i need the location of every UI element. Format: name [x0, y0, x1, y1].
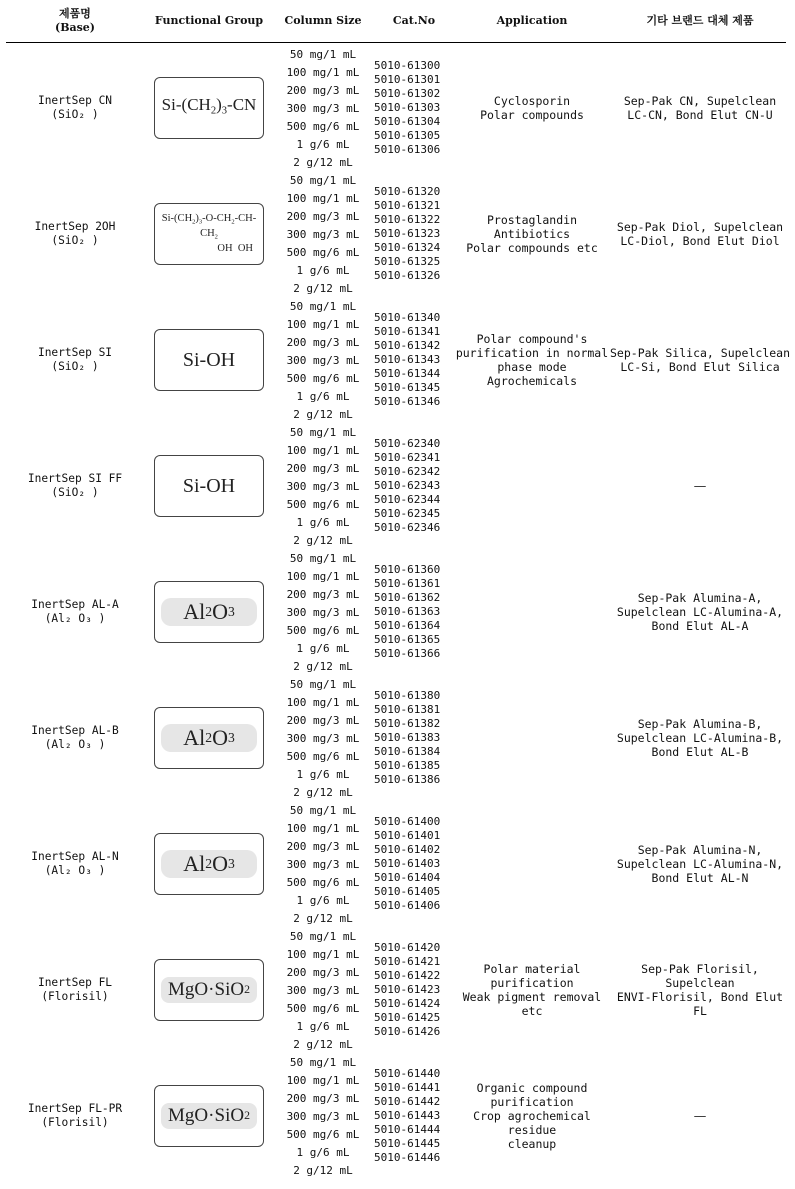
cat-no: 5010-61321: [374, 199, 441, 212]
cat-no: 5010-61301: [374, 73, 441, 86]
cat-no: 5010-61441: [374, 1081, 441, 1094]
product-name-cell: [0, 45, 150, 171]
functional-group-cell: [150, 297, 268, 423]
header-name: [0, 0, 150, 42]
column-size: 1 g/6 mL: [296, 768, 350, 781]
cat-no: 5010-61305: [374, 129, 441, 142]
cat-no: 5010-61326: [374, 269, 441, 282]
functional-group-cell: [150, 927, 268, 1053]
cat-no: 5010-61300: [374, 59, 441, 72]
product-name: InertSep 2OH: [34, 220, 116, 233]
functional-group-box: [154, 833, 264, 895]
header-alternative-brands: 기타 브랜드 대체 제품: [646, 14, 754, 27]
cat-no: 5010-61340: [374, 311, 441, 324]
cat-no-cell: [374, 297, 454, 423]
cat-no: 5010-61403: [374, 857, 441, 870]
table-row: [0, 423, 795, 549]
application-cell: [454, 423, 610, 549]
cat-no: 5010-61342: [374, 339, 441, 352]
column-size: 2 g/12 mL: [293, 1164, 353, 1177]
column-size: 300 mg/3 mL: [286, 354, 360, 367]
functional-group-formula: Al 2 O 3: [161, 724, 257, 752]
alternative-brand-line: Supelclean LC-Alumina-N,: [616, 857, 784, 871]
column-size: 50 mg/1 mL: [289, 300, 357, 313]
alternative-brands-cell: [610, 801, 790, 927]
cat-no-cell: [374, 171, 454, 297]
cat-no: 5010-61440: [374, 1067, 441, 1080]
column-size: 2 g/12 mL: [293, 912, 353, 925]
alternative-brands-cell: [610, 297, 790, 423]
application-line: purification in normal: [455, 346, 609, 360]
cat-no: 5010-61325: [374, 255, 441, 268]
product-name: InertSep FL: [37, 976, 113, 989]
cat-no-cell: [374, 45, 454, 171]
cat-no: 5010-61303: [374, 101, 441, 114]
product-name: InertSep AL-B: [31, 724, 119, 737]
column-size: 100 mg/1 mL: [286, 570, 360, 583]
alternative-brand-line: LC-Si, Bond Elut Silica: [620, 360, 780, 374]
functional-group-formula: MgO·SiO 2: [161, 1103, 257, 1129]
column-size: 100 mg/1 mL: [286, 444, 360, 457]
column-size: 2 g/12 mL: [293, 786, 353, 799]
product-name-cell: [0, 675, 150, 801]
column-size: 300 mg/3 mL: [286, 480, 360, 493]
cat-no: 5010-61323: [374, 227, 441, 240]
alternative-brand-line: Sep-Pak Florisil, Supelclean: [641, 962, 759, 990]
column-size: 2 g/12 mL: [293, 1038, 353, 1051]
column-size: 500 mg/6 mL: [286, 498, 360, 511]
column-size: 2 g/12 mL: [293, 660, 353, 673]
cat-no: 5010-62340: [374, 437, 441, 450]
application-cell: [454, 549, 610, 675]
cat-no: 5010-61385: [374, 759, 441, 772]
alternative-brand-line: ―: [694, 479, 706, 493]
product-name: InertSep AL-N: [31, 850, 119, 863]
cat-no: 5010-61343: [374, 353, 441, 366]
alternative-brand-line: Sep-Pak Alumina-N,: [637, 843, 763, 857]
column-size: 1 g/6 mL: [296, 138, 350, 151]
alternative-brands-cell: [610, 171, 790, 297]
cat-no: 5010-62343: [374, 479, 441, 492]
functional-group-cell: [150, 675, 268, 801]
cat-no: 5010-61365: [374, 633, 441, 646]
column-size: 100 mg/1 mL: [286, 822, 360, 835]
header-column-size: Column Size: [284, 14, 362, 27]
header-name-line1: 제품명: [59, 7, 91, 20]
product-name-cell: [0, 549, 150, 675]
functional-group-box: [154, 707, 264, 769]
product-base: (Al₂ O₃ ): [44, 612, 106, 625]
cat-no: 5010-61420: [374, 941, 441, 954]
table-row: [0, 171, 795, 297]
product-base: (SiO₂ ): [51, 360, 99, 373]
column-size: 200 mg/3 mL: [286, 336, 360, 349]
column-size: 1 g/6 mL: [296, 516, 350, 529]
product-name: InertSep SI: [37, 346, 113, 359]
header-application: Application: [496, 14, 568, 27]
product-name: InertSep SI FF: [27, 472, 123, 485]
column-size: 100 mg/1 mL: [286, 696, 360, 709]
column-size-cell: [268, 801, 378, 928]
cat-no: 5010-61406: [374, 899, 441, 912]
product-name: InertSep AL-A: [31, 598, 119, 611]
column-size: 50 mg/1 mL: [289, 48, 357, 61]
functional-group-cell: [150, 801, 268, 927]
cat-no: 5010-62342: [374, 465, 441, 478]
application-line: Polar compound's: [476, 332, 588, 346]
functional-group-box: [154, 959, 264, 1021]
cat-no: 5010-61381: [374, 703, 441, 716]
alternative-brand-line: Sep-Pak Diol, Supelclean: [616, 220, 784, 234]
column-size: 200 mg/3 mL: [286, 84, 360, 97]
application-line: Organic compound: [476, 1081, 588, 1095]
column-size: 100 mg/1 mL: [286, 66, 360, 79]
cat-no: 5010-61346: [374, 395, 441, 408]
application-line: Polar compounds: [480, 108, 584, 122]
cat-no: 5010-61366: [374, 647, 441, 660]
product-base: (SiO₂ ): [51, 108, 99, 121]
column-size: 50 mg/1 mL: [289, 930, 357, 943]
cat-no: 5010-61363: [374, 605, 441, 618]
header-divider: [6, 42, 786, 43]
product-base: (Florisil): [41, 1116, 109, 1129]
alternative-brand-line: LC-Diol, Bond Elut Diol: [620, 234, 780, 248]
functional-group-box: [154, 203, 264, 265]
table-row: [0, 1053, 795, 1179]
header-name-line2: (Base): [54, 21, 96, 34]
column-size: 200 mg/3 mL: [286, 462, 360, 475]
functional-group-formula: Si-OH: [182, 349, 236, 371]
application-line: Antibiotics: [493, 227, 571, 241]
cat-no: 5010-61405: [374, 885, 441, 898]
column-size: 1 g/6 mL: [296, 1146, 350, 1159]
cat-no: 5010-61345: [374, 381, 441, 394]
application-cell: [454, 675, 610, 801]
alternative-brands-cell: [610, 423, 790, 549]
application-line: Crop agrochemical residue: [473, 1109, 591, 1137]
functional-group-box: [154, 329, 264, 391]
column-size: 1 g/6 mL: [296, 264, 350, 277]
alternative-brands-cell: [610, 675, 790, 801]
product-base: (SiO₂ ): [51, 486, 99, 499]
functional-group-formula: Al 2 O 3: [161, 850, 257, 878]
header-functional-group: Functional Group: [154, 14, 264, 27]
alternative-brand-line: Sep-Pak CN, Supelclean: [623, 94, 777, 108]
alternative-brand-line: Bond Elut AL-N: [651, 871, 749, 885]
cat-no: 5010-61382: [374, 717, 441, 730]
cat-no: 5010-61404: [374, 871, 441, 884]
cat-no: 5010-62345: [374, 507, 441, 520]
cat-no-cell: [374, 1053, 454, 1179]
cat-no: 5010-61443: [374, 1109, 441, 1122]
product-base: (SiO₂ ): [51, 234, 99, 247]
functional-group-box: [154, 77, 264, 139]
cat-no: 5010-62344: [374, 493, 441, 506]
application-cell: [454, 801, 610, 927]
alternative-brand-line: LC-CN, Bond Elut CN-U: [627, 108, 773, 122]
column-size: 300 mg/3 mL: [286, 984, 360, 997]
column-size-cell: [268, 549, 378, 676]
column-size: 300 mg/3 mL: [286, 858, 360, 871]
cat-no: 5010-61383: [374, 731, 441, 744]
cat-no: 5010-61341: [374, 325, 441, 338]
cat-no: 5010-62341: [374, 451, 441, 464]
application-cell: [454, 45, 610, 171]
column-size-cell: [268, 675, 378, 802]
cat-no: 5010-61445: [374, 1137, 441, 1150]
column-size: 1 g/6 mL: [296, 642, 350, 655]
column-size: 500 mg/6 mL: [286, 624, 360, 637]
application-line: Polar material purification: [483, 962, 581, 990]
alternative-brands-cell: [610, 1053, 790, 1179]
cat-no: 5010-61384: [374, 745, 441, 758]
product-name-cell: [0, 423, 150, 549]
cat-no: 5010-61306: [374, 143, 441, 156]
application-cell: [454, 1053, 610, 1179]
column-size: 300 mg/3 mL: [286, 1110, 360, 1123]
table-row: [0, 801, 795, 927]
column-size: 50 mg/1 mL: [289, 174, 357, 187]
cat-no-cell: [374, 927, 454, 1053]
functional-group-cell: [150, 1053, 268, 1179]
cat-no: 5010-62346: [374, 521, 441, 534]
product-name: InertSep FL-PR: [27, 1102, 123, 1115]
functional-group-box: [154, 455, 264, 517]
functional-group-formula: MgO·SiO 2: [161, 977, 257, 1003]
application-cell: [454, 927, 610, 1053]
cat-no: 5010-61422: [374, 969, 441, 982]
alternative-brand-line: Sep-Pak Alumina-B,: [637, 717, 763, 731]
column-size: 200 mg/3 mL: [286, 840, 360, 853]
column-size: 500 mg/6 mL: [286, 750, 360, 763]
column-size: 100 mg/1 mL: [286, 1074, 360, 1087]
product-name-cell: [0, 801, 150, 927]
column-size: 200 mg/3 mL: [286, 588, 360, 601]
column-size: 50 mg/1 mL: [289, 804, 357, 817]
alternative-brands-cell: [610, 45, 790, 171]
cat-no-cell: [374, 423, 454, 549]
column-size: 300 mg/3 mL: [286, 606, 360, 619]
column-size: 50 mg/1 mL: [289, 552, 357, 565]
column-size: 300 mg/3 mL: [286, 228, 360, 241]
column-size: 50 mg/1 mL: [289, 1056, 357, 1069]
cat-no: 5010-61386: [374, 773, 441, 786]
column-size: 500 mg/6 mL: [286, 1128, 360, 1141]
alternative-brand-line: Bond Elut AL-B: [651, 745, 749, 759]
cat-no: 5010-61400: [374, 815, 441, 828]
column-size: 2 g/12 mL: [293, 408, 353, 421]
alternative-brand-line: Bond Elut AL-A: [651, 619, 749, 633]
functional-group-formula: $Si-(CH_2)_3-CN$: [161, 94, 257, 117]
alternative-brand-line: ―: [694, 1109, 706, 1123]
application-line: Polar compounds etc: [466, 241, 598, 255]
cat-no-cell: [374, 549, 454, 675]
cat-no: 5010-61442: [374, 1095, 441, 1108]
application-line: Prostaglandin: [486, 213, 577, 227]
column-size: 500 mg/6 mL: [286, 1002, 360, 1015]
cat-no: 5010-61362: [374, 591, 441, 604]
column-size: 100 mg/1 mL: [286, 318, 360, 331]
column-size-cell: [268, 927, 378, 1054]
cat-no: 5010-61444: [374, 1123, 441, 1136]
table-row: [0, 45, 795, 171]
column-size-cell: [268, 297, 378, 424]
column-size: 50 mg/1 mL: [289, 426, 357, 439]
column-size: 500 mg/6 mL: [286, 372, 360, 385]
column-size: 50 mg/1 mL: [289, 678, 357, 691]
functional-group-box: [154, 1085, 264, 1147]
column-size-cell: [268, 1053, 378, 1180]
functional-group-cell: [150, 549, 268, 675]
cat-no: 5010-61364: [374, 619, 441, 632]
cat-no: 5010-61322: [374, 213, 441, 226]
cat-no-cell: [374, 801, 454, 927]
column-size: 200 mg/3 mL: [286, 1092, 360, 1105]
column-size-cell: [268, 45, 378, 172]
cat-no: 5010-61425: [374, 1011, 441, 1024]
cat-no: 5010-61402: [374, 843, 441, 856]
cat-no: 5010-61401: [374, 829, 441, 842]
functional-group-formula: $Si-(CH_2)_3-O-CH_2-CH-CH_2$: [161, 212, 257, 241]
table-row: [0, 675, 795, 801]
functional-group-cell: [150, 45, 268, 171]
column-size: 500 mg/6 mL: [286, 120, 360, 133]
alternative-brand-line: Sep-Pak Silica, Supelclean: [610, 346, 791, 360]
table-row: [0, 297, 795, 423]
column-size: 100 mg/1 mL: [286, 192, 360, 205]
table-row: [0, 549, 795, 675]
application-line: phase mode: [497, 360, 567, 374]
cat-no-cell: [374, 675, 454, 801]
cat-no: 5010-61446: [374, 1151, 441, 1164]
column-size: 500 mg/6 mL: [286, 876, 360, 889]
application-cell: [454, 171, 610, 297]
application-line: Weak pigment removal etc: [462, 990, 602, 1018]
functional-group-formula: Si-OH: [182, 475, 236, 497]
cat-no: 5010-61421: [374, 955, 441, 968]
alternative-brand-line: Supelclean LC-Alumina-A,: [616, 605, 784, 619]
functional-group-formula-line2: OH OH: [217, 243, 253, 255]
application-line: purification: [490, 1095, 574, 1109]
alternative-brands-cell: [610, 927, 790, 1053]
column-size-cell: [268, 171, 378, 298]
product-base: (Al₂ O₃ ): [44, 864, 106, 877]
column-size: 200 mg/3 mL: [286, 966, 360, 979]
column-size: 1 g/6 mL: [296, 894, 350, 907]
cat-no: 5010-61304: [374, 115, 441, 128]
application-line: Agrochemicals: [486, 374, 577, 388]
application-line: cleanup: [507, 1137, 557, 1151]
alternative-brand-line: ENVI-Florisil, Bond Elut FL: [616, 990, 784, 1018]
column-size: 200 mg/3 mL: [286, 714, 360, 727]
column-size: 1 g/6 mL: [296, 1020, 350, 1033]
header-cat-no: Cat.No: [392, 14, 436, 27]
product-base: (Al₂ O₃ ): [44, 738, 106, 751]
product-name: InertSep CN: [37, 94, 113, 107]
column-size: 300 mg/3 mL: [286, 732, 360, 745]
product-name-cell: [0, 297, 150, 423]
table-row: [0, 927, 795, 1053]
column-size: 300 mg/3 mL: [286, 102, 360, 115]
functional-group-cell: [150, 171, 268, 297]
column-size: 500 mg/6 mL: [286, 246, 360, 259]
product-name-cell: [0, 1053, 150, 1179]
cat-no: 5010-61320: [374, 185, 441, 198]
alternative-brands-cell: [610, 549, 790, 675]
column-size-cell: [268, 423, 378, 550]
column-size: 100 mg/1 mL: [286, 948, 360, 961]
cat-no: 5010-61361: [374, 577, 441, 590]
cat-no: 5010-61424: [374, 997, 441, 1010]
functional-group-formula: Al 2 O 3: [161, 598, 257, 626]
alternative-brand-line: Sep-Pak Alumina-A,: [637, 591, 763, 605]
product-base: (Florisil): [41, 990, 109, 1003]
application-line: Cyclosporin: [493, 94, 571, 108]
cat-no: 5010-61324: [374, 241, 441, 254]
functional-group-box: [154, 581, 264, 643]
cat-no: 5010-61302: [374, 87, 441, 100]
application-cell: [454, 297, 610, 423]
cat-no: 5010-61423: [374, 983, 441, 996]
column-size: 2 g/12 mL: [293, 282, 353, 295]
cat-no: 5010-61426: [374, 1025, 441, 1038]
column-size: 1 g/6 mL: [296, 390, 350, 403]
cat-no: 5010-61344: [374, 367, 441, 380]
cat-no: 5010-61380: [374, 689, 441, 702]
alternative-brand-line: Supelclean LC-Alumina-B,: [616, 731, 784, 745]
column-size: 2 g/12 mL: [293, 534, 353, 547]
product-name-cell: [0, 171, 150, 297]
column-size: 200 mg/3 mL: [286, 210, 360, 223]
product-name-cell: [0, 927, 150, 1053]
column-size: 2 g/12 mL: [293, 156, 353, 169]
functional-group-cell: [150, 423, 268, 549]
cat-no: 5010-61360: [374, 563, 441, 576]
